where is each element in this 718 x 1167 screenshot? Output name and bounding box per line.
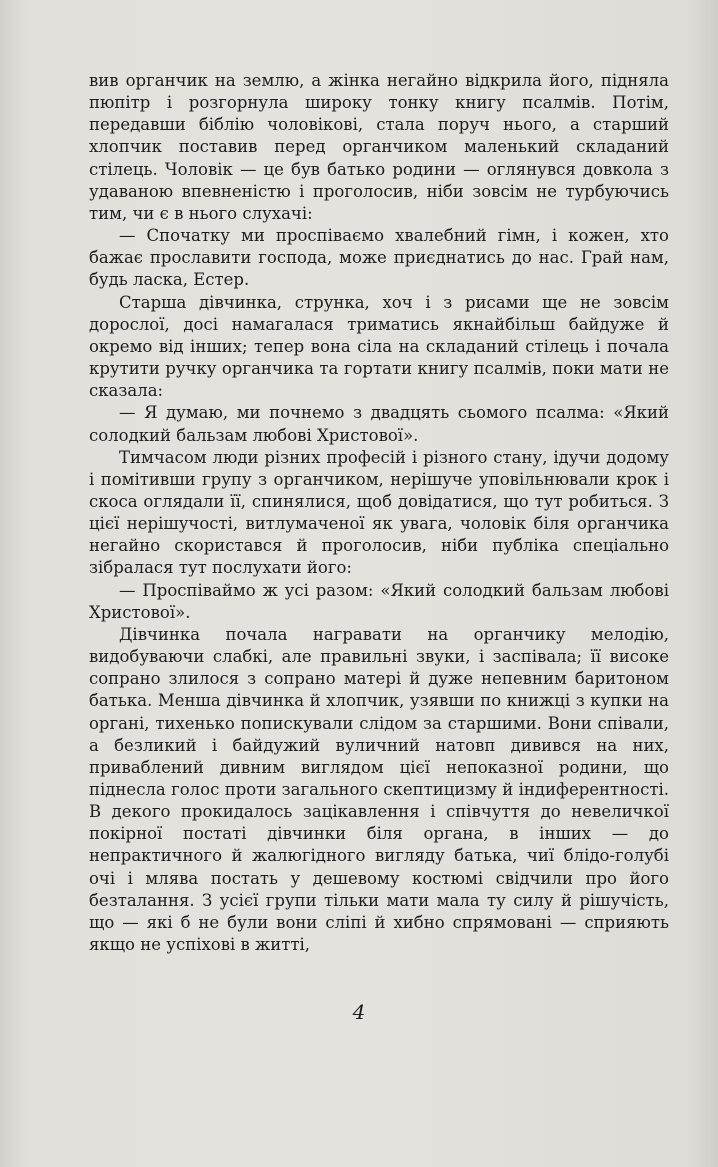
paragraph: Дівчинка почала награвати на органчику мелодію, видобуваючи слабкі, але правильні звуки, і заспівала; її високе сопрано злилося з сопрано матері й дуже непевним баритоном батька. Менша дівчинка й хлопчик, узявши по книжці з купки на органі, тихенько попискували слідом за старшими. Вони співали, а безликий і байдужий вуличний натовп дивився на них, приваблений дивним виглядом цієї непоказної родини, що піднесла голос проти загального скептицизму й індиферентності. В декого прокидалось зацікавлення і співчуття до невеличкої покірної постаті дівчинки біля органа, в інших — до непрактичного й жалюгідного вигляду батька, чиї блідо-голубі очі і млява постать у дешевому костюмі свідчили про його безталання. З усієї групи тільки мати мала ту силу й рішучість, що — які б не були вони сліпі й хибно спрямовані — сприяють якщо не успіхові в житті,	[89, 624, 669, 955]
paragraph: Старша дівчинка, струнка, хоч і з рисами ще не зовсім дорослої, досі намагалася триматись якнайбільш байдуже й окремо від інших; тепер вона сіла на складаний стілець і почала крутити ручку органчика та гортати книгу псалмів, поки мати не сказала:	[89, 292, 669, 401]
paragraph: вив органчик на землю, а жінка негайно відкрила його, підняла пюпітр і розгорнула широку тонку книгу псалмів. Потім, передавши біблію чоловікові, стала поруч нього, а старший хлопчик поставив перед органчиком маленький складаний стілець. Чоловік — це був батько родини — оглянувся довкола з удаваною впевненістю і проголосив, ніби зовсім не турбуючись тим, чи є в нього слухачі:	[89, 71, 669, 223]
paragraph: Тимчасом люди різних професій і різного стану, ідучи додому і помітивши групу з органчиком, нерішуче уповільнювали крок і скоса оглядали її, спинялися, щоб довідатися, що тут робиться. З цієї нерішучості, витлумаченої як увага, чоловік біля органчика негайно скористався й проголосив, ніби публіка спеціально зібралася тут послухати його:	[89, 447, 669, 578]
paragraph: — Проспіваймо ж усі разом: «Який солодкий бальзам любові Христової».	[89, 580, 669, 622]
page-number: 4	[352, 1000, 366, 1024]
paragraph: — Я думаю, ми почнемо з двадцять сьомого псалма: «Який солодкий бальзам любові Христової».	[89, 403, 669, 445]
paragraph: — Спочатку ми проспіваємо хвалебний гімн, і кожен, хто бажає прославити господа, може приєднатись до нас. Грай нам, будь ласка, Естер.	[89, 226, 669, 290]
body-text	[89, 70, 669, 956]
